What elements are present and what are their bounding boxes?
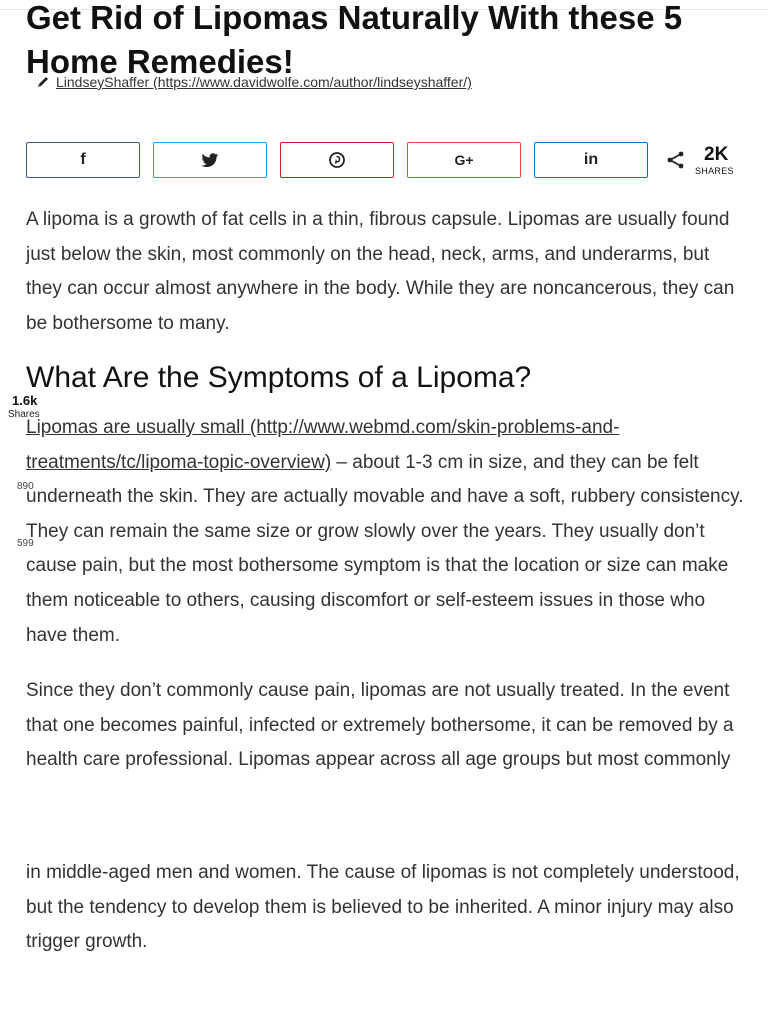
treatment-paragraph: Since they don’t commonly cause pain, lipomas are not usually treated. In the event that one becomes painful, infected or extremely bothersome, it can be removed by a health care professional. Lipomas appear across all age groups but most commonly [26, 680, 734, 771]
article-title-line-2: Home Remedies! [26, 43, 294, 81]
side-share-count-b: 599 [17, 538, 34, 549]
share-icon [666, 150, 686, 170]
article-title-line-1: Get Rid of Lipomas Naturally With these 5 [26, 0, 683, 37]
symptoms-text: – about 1-3 cm in size, and they can be felt underneath the skin. They are actually movable and have a soft, rubbery consistency. They can remain the same size or grow slowly over the years. They usually don’t cause pain, but the most bothersome symptom is that the location or size can make them noticeable to others, causing discomfort or self-esteem issues in those who have them. [26, 451, 744, 646]
article-title [26, 0, 742, 84]
pinterest-icon [329, 152, 345, 168]
facebook-icon: f [80, 151, 86, 168]
author-byline [36, 74, 472, 90]
pinterest-share-button[interactable] [280, 142, 394, 178]
side-share-label: Shares [8, 409, 40, 420]
share-bar [26, 142, 742, 180]
share-total[interactable] [666, 144, 742, 178]
author-link[interactable]: LindseyShaffer (https://www.davidwolfe.com/author/lindseyshaffer/) [56, 74, 472, 90]
side-share-count: 1.6k [12, 393, 38, 408]
side-share-count-a: 890 [17, 481, 34, 492]
twitter-share-button[interactable] [153, 142, 267, 178]
googleplus-share-button[interactable] [407, 142, 521, 178]
symptoms-paragraph [26, 411, 746, 653]
facebook-share-button[interactable] [26, 142, 140, 178]
share-count-label: SHARES [695, 166, 734, 176]
linkedin-icon: in [583, 151, 599, 168]
pencil-icon [36, 75, 50, 89]
linkedin-share-button[interactable] [534, 142, 648, 178]
share-count: 2K [704, 144, 729, 165]
twitter-bird-icon [201, 153, 219, 168]
google-plus-icon: G+ [454, 152, 474, 168]
section-heading: What Are the Symptoms of a Lipoma? [26, 361, 532, 394]
intro-paragraph: A lipoma is a growth of fat cells in a thin, fibrous capsule. Lipomas are usually found just below the skin, most commonly on the head, neck, arms, and underarms, but they can occur almost anywhere in the body. While they are noncancerous, they can be bothersome to many. [26, 209, 735, 334]
webmd-link[interactable]: Lipomas are usually small (http://www.webmd.com/skin-problems-and-treatments/tc/lipoma-topic-overview) [26, 417, 620, 473]
continued-paragraph: in middle-aged men and women. The cause of lipomas is not completely understood, but the tendency to develop them is believed to be inherited. A minor injury may also trigger growth. [26, 862, 740, 953]
